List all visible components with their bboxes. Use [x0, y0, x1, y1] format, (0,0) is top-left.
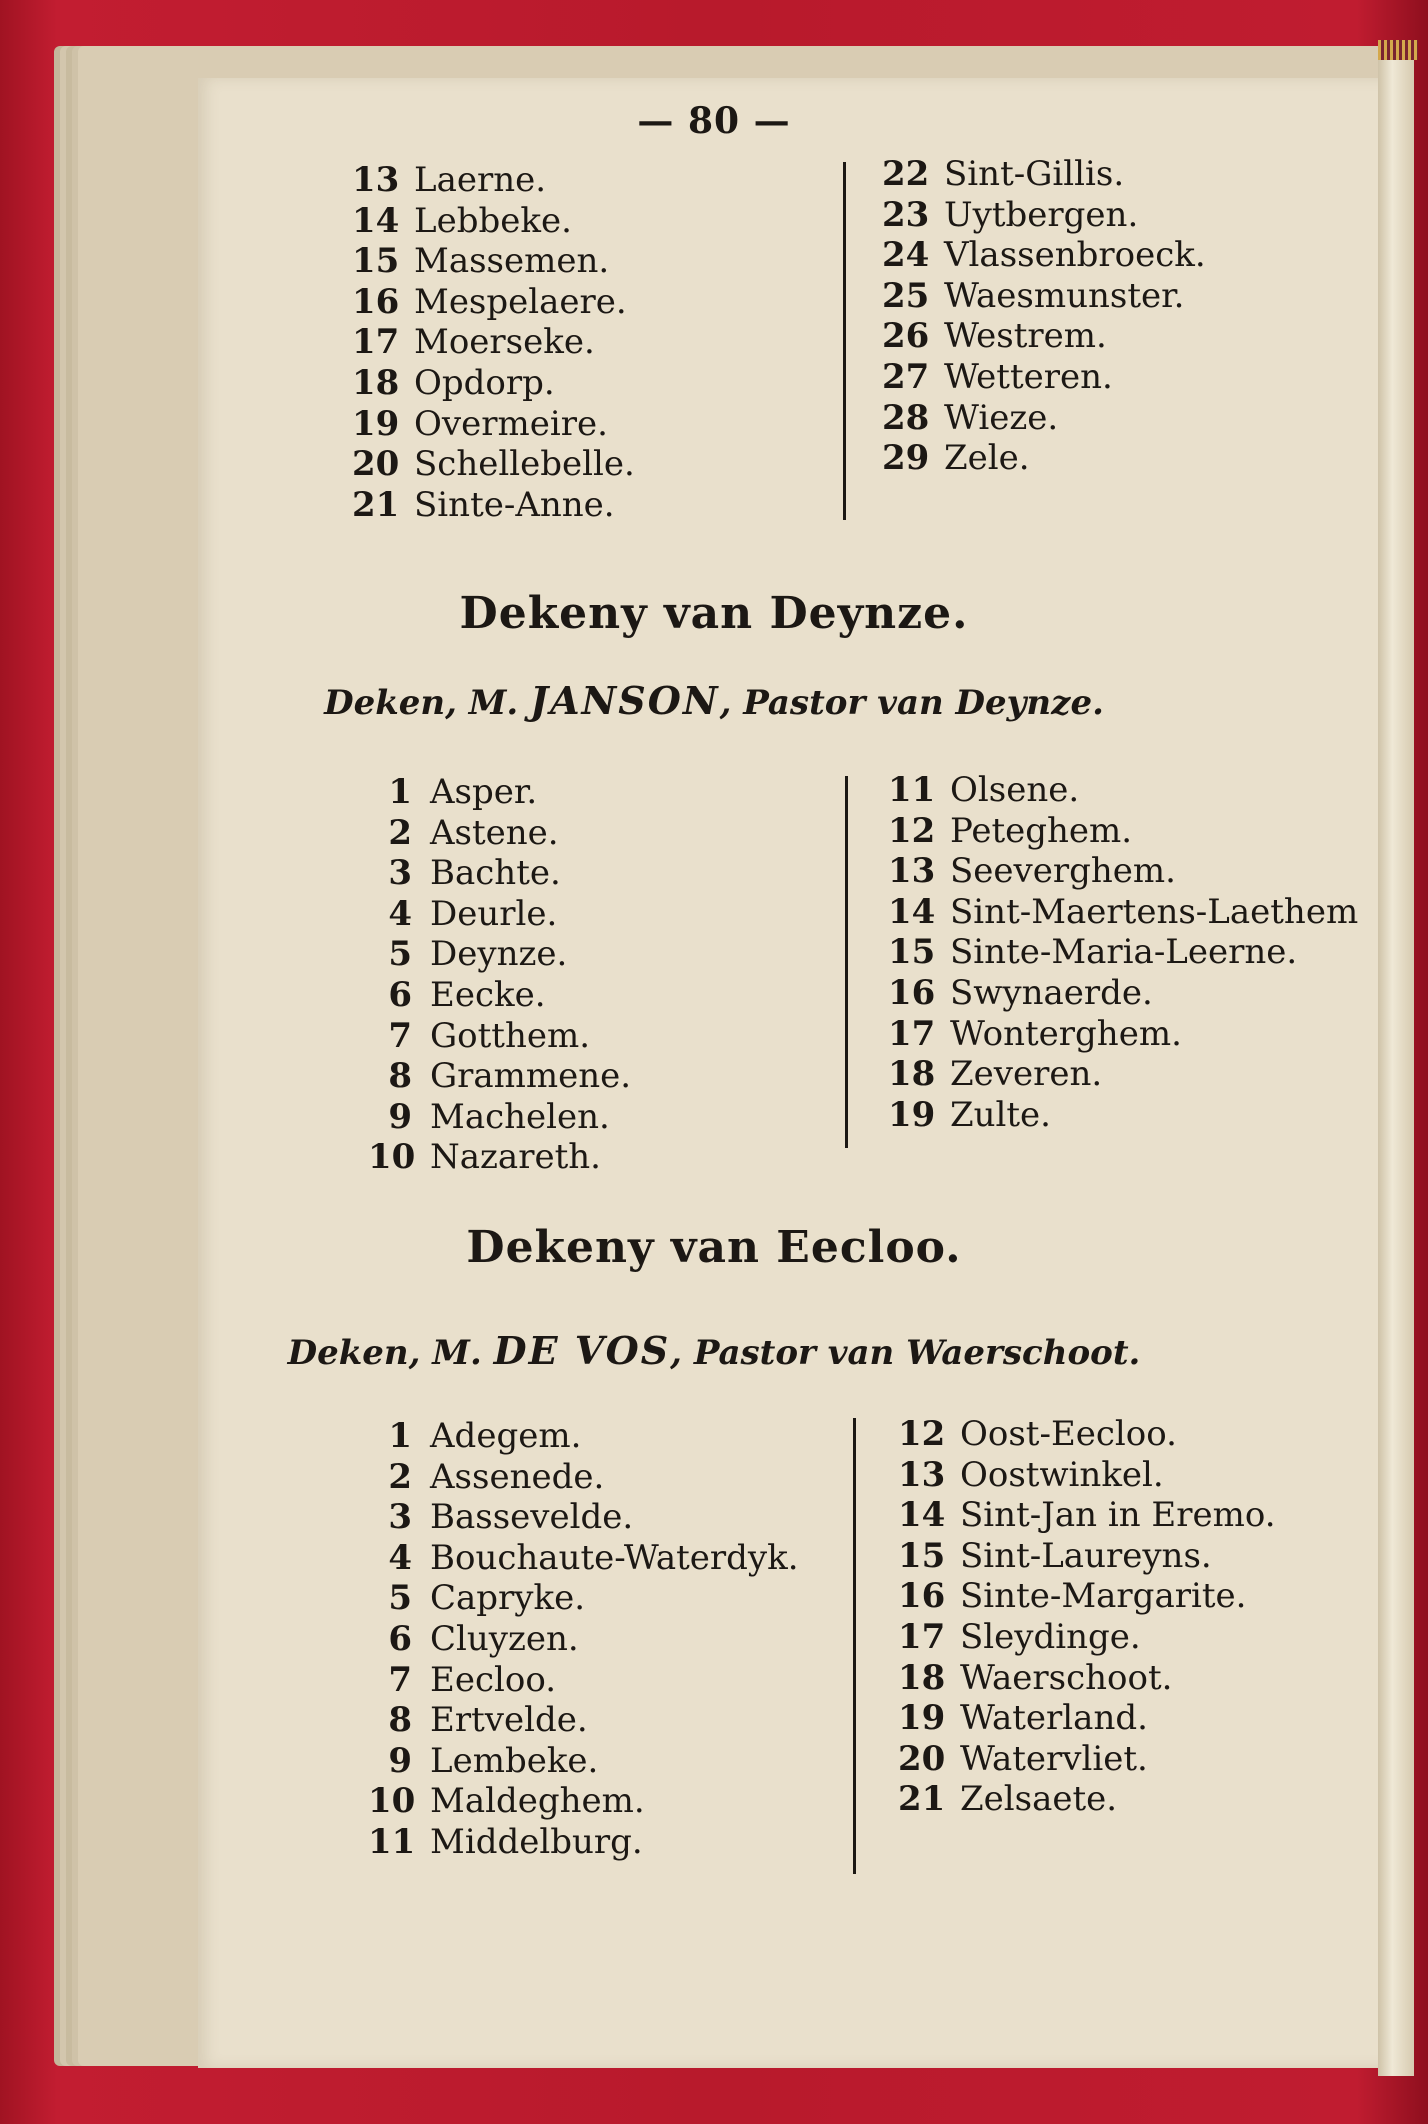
top-right-list [882, 154, 1206, 479]
list-item [888, 892, 1358, 933]
list-item [888, 1014, 1358, 1055]
deynze-dean-line [0, 678, 1428, 723]
parish-name: Cluyzen. [430, 1618, 579, 1659]
item-number: 11 [888, 770, 936, 810]
parish-name: Laerne. [414, 160, 547, 200]
item-number: 18 [888, 1054, 936, 1095]
list-item [898, 1455, 1276, 1496]
list-item [368, 1741, 799, 1782]
parish-name: Bouchaute-Waterdyk. [430, 1537, 799, 1578]
parish-name: Bachte. [430, 853, 561, 894]
item-number: 14 [352, 200, 400, 241]
parish-name: Sint-Maertens-Laethem [950, 891, 1359, 932]
list-item [368, 1781, 799, 1822]
item-number: 29 [882, 438, 930, 479]
parish-name: Deurle. [430, 893, 558, 934]
item-number: 17 [352, 322, 400, 363]
parish-name: Machelen. [430, 1096, 610, 1137]
item-number: 24 [882, 235, 930, 276]
parish-name: Waterland. [960, 1698, 1148, 1739]
parish-name: Eecke. [430, 974, 546, 1015]
item-number: 12 [898, 1414, 946, 1454]
item-number: 17 [898, 1616, 946, 1657]
list-item [898, 1414, 1276, 1455]
parish-name: Sint-Gillis. [944, 154, 1125, 194]
binding-thread [1378, 40, 1418, 60]
item-number: 9 [388, 1096, 412, 1137]
parish-name: Swynaerde. [950, 972, 1153, 1013]
list-item [352, 404, 635, 445]
list-item [898, 1576, 1276, 1617]
parish-name: Deynze. [430, 934, 568, 975]
eecloo-dean-prefix: Deken, M. [287, 1333, 494, 1373]
item-number: 16 [898, 1576, 946, 1617]
item-number: 22 [882, 154, 930, 194]
list-item [352, 444, 635, 485]
item-number: 15 [898, 1535, 946, 1576]
parish-name: Peteghem. [950, 810, 1133, 851]
item-number: 9 [388, 1740, 412, 1781]
item-number: 21 [898, 1779, 946, 1820]
list-item [888, 1054, 1358, 1095]
list-item [352, 363, 635, 404]
parish-name: Bassevelde. [430, 1497, 634, 1538]
list-item [882, 235, 1206, 276]
parish-name: Capryke. [430, 1578, 586, 1619]
item-number: 4 [388, 1537, 412, 1578]
list-item [368, 1700, 799, 1741]
parish-name: Assenede. [430, 1456, 605, 1497]
item-number: 28 [882, 397, 930, 438]
parish-name: Seeverghem. [950, 851, 1176, 892]
list-item [898, 1779, 1276, 1820]
parish-name: Opdorp. [414, 362, 555, 403]
item-number: 1 [388, 772, 412, 812]
deynze-dean-prefix: Deken, M. [324, 683, 531, 723]
eecloo-dean-name: DE VOS [493, 1328, 671, 1373]
item-number: 19 [888, 1094, 936, 1135]
parish-name: Schellebelle. [414, 444, 635, 485]
list-item [352, 322, 635, 363]
parish-name: Sleydinge. [960, 1616, 1141, 1657]
item-number: 10 [368, 1781, 416, 1822]
list-item [368, 975, 631, 1016]
eecloo-column-rule [853, 1418, 856, 1874]
item-number: 19 [352, 403, 400, 444]
list-item [882, 276, 1206, 317]
list-item [368, 853, 631, 894]
list-item [882, 316, 1206, 357]
eecloo-right-list [898, 1414, 1276, 1820]
deynze-column-rule [845, 776, 848, 1148]
item-number: 1 [388, 1416, 412, 1456]
item-number: 14 [888, 891, 936, 932]
parish-name: Maldeghem. [430, 1781, 645, 1822]
item-number: 21 [352, 484, 400, 525]
item-number: 23 [882, 194, 930, 235]
parish-name: Middelburg. [430, 1821, 643, 1862]
parish-name: Nazareth. [430, 1137, 601, 1178]
parish-name: Waesmunster. [944, 275, 1185, 316]
list-item [368, 1497, 799, 1538]
parish-name: Vlassenbroeck. [944, 235, 1206, 276]
list-item [888, 770, 1358, 811]
parish-name: Zulte. [950, 1094, 1051, 1135]
parish-name: Adegem. [430, 1416, 582, 1456]
item-number: 20 [898, 1738, 946, 1779]
item-number: 15 [352, 241, 400, 282]
list-item [352, 485, 635, 526]
list-item [368, 772, 631, 813]
list-item [898, 1698, 1276, 1739]
list-item [882, 154, 1206, 195]
parish-name: Zele. [944, 438, 1030, 479]
list-item [888, 811, 1358, 852]
item-number: 5 [388, 1578, 412, 1619]
page-number: — 80 — [637, 100, 791, 142]
parish-name: Massemen. [414, 241, 610, 282]
parish-name: Wieze. [944, 397, 1059, 438]
list-item [368, 1822, 799, 1863]
item-number: 26 [882, 316, 930, 357]
item-number: 17 [888, 1013, 936, 1054]
item-number: 13 [888, 851, 936, 892]
list-item [352, 241, 635, 282]
item-number: 6 [388, 974, 412, 1015]
parish-name: Olsene. [950, 770, 1080, 810]
list-item [368, 813, 631, 854]
list-item [368, 1137, 631, 1178]
parish-name: Mespelaere. [414, 281, 627, 322]
list-item [882, 398, 1206, 439]
deynze-left-list [368, 772, 631, 1178]
list-item [368, 1016, 631, 1057]
list-item [888, 1095, 1358, 1136]
parish-name: Grammene. [430, 1056, 632, 1097]
parish-name: Sint-Jan in Eremo. [960, 1495, 1276, 1536]
item-number: 25 [882, 275, 930, 316]
item-number: 4 [388, 893, 412, 934]
parish-name: Oostwinkel. [960, 1454, 1164, 1495]
parish-name: Overmeire. [414, 403, 608, 444]
item-number: 16 [352, 281, 400, 322]
parish-name: Watervliet. [960, 1738, 1148, 1779]
item-number: 5 [388, 934, 412, 975]
list-item [882, 195, 1206, 236]
list-item [352, 282, 635, 323]
item-number: 3 [388, 1497, 412, 1538]
list-item [352, 160, 635, 201]
deynze-dean-name: JANSON [530, 678, 720, 723]
item-number: 13 [352, 160, 400, 200]
parish-name: Sinte-Margarite. [960, 1576, 1247, 1617]
item-number: 3 [388, 853, 412, 894]
parish-name: Sint-Laureyns. [960, 1535, 1212, 1576]
item-number: 8 [388, 1700, 412, 1741]
deynze-dean-suffix: , Pastor van Deynze. [719, 683, 1104, 723]
item-number: 20 [352, 444, 400, 485]
parish-name: Wonterghem. [950, 1013, 1182, 1054]
list-item [368, 1578, 799, 1619]
item-number: 18 [352, 362, 400, 403]
parish-name: Oost-Eecloo. [960, 1414, 1177, 1454]
item-number: 15 [888, 932, 936, 973]
eecloo-dean-suffix: , Pastor van Waerschoot. [670, 1333, 1141, 1373]
list-item [368, 894, 631, 935]
parish-name: Uytbergen. [944, 194, 1139, 235]
top-left-list [352, 160, 635, 525]
list-item [898, 1536, 1276, 1577]
parish-name: Waerschoot. [960, 1657, 1173, 1698]
list-item [888, 851, 1358, 892]
parish-name: Zelsaete. [960, 1779, 1118, 1820]
parish-name: Wetteren. [944, 356, 1113, 397]
deynze-heading: Dekeny van Deynze. [459, 588, 969, 639]
item-number: 18 [898, 1657, 946, 1698]
parish-name: Lebbeke. [414, 200, 572, 241]
book-gutter [1378, 46, 1414, 2076]
eecloo-dean-line [0, 1328, 1428, 1373]
item-number: 13 [898, 1454, 946, 1495]
eecloo-heading: Dekeny van Eecloo. [466, 1222, 962, 1273]
list-item [368, 1097, 631, 1138]
parish-name: Lembeke. [430, 1740, 599, 1781]
parish-name: Sinte-Anne. [414, 484, 615, 525]
parish-name: Moerseke. [414, 322, 595, 363]
deynze-right-list [888, 770, 1358, 1135]
item-number: 7 [388, 1659, 412, 1700]
list-item [898, 1739, 1276, 1780]
list-item [368, 1457, 799, 1498]
list-item [898, 1617, 1276, 1658]
item-number: 2 [388, 1456, 412, 1497]
item-number: 2 [388, 812, 412, 853]
item-number: 8 [388, 1056, 412, 1097]
list-item [368, 1660, 799, 1701]
parish-name: Westrem. [944, 316, 1107, 357]
list-item [352, 201, 635, 242]
parish-name: Ertvelde. [430, 1700, 588, 1741]
item-number: 10 [368, 1137, 416, 1178]
parish-name: Eecloo. [430, 1659, 557, 1700]
parish-name: Astene. [430, 812, 559, 853]
parish-name: Sinte-Maria-Leerne. [950, 932, 1298, 973]
item-number: 16 [888, 972, 936, 1013]
list-item [368, 1619, 799, 1660]
list-item [368, 1538, 799, 1579]
top-column-rule [843, 162, 846, 520]
parish-name: Asper. [430, 772, 538, 812]
list-item [898, 1495, 1276, 1536]
parish-name: Gotthem. [430, 1015, 591, 1056]
item-number: 19 [898, 1698, 946, 1739]
eecloo-left-list [368, 1416, 799, 1863]
item-number: 14 [898, 1495, 946, 1536]
item-number: 12 [888, 810, 936, 851]
item-number: 11 [368, 1821, 416, 1862]
list-item [888, 932, 1358, 973]
item-number: 7 [388, 1015, 412, 1056]
list-item [882, 438, 1206, 479]
list-item [368, 1416, 799, 1457]
parish-name: Zeveren. [950, 1054, 1103, 1095]
item-number: 6 [388, 1618, 412, 1659]
list-item [898, 1658, 1276, 1699]
item-number: 27 [882, 356, 930, 397]
list-item [882, 357, 1206, 398]
list-item [888, 973, 1358, 1014]
list-item [368, 934, 631, 975]
list-item [368, 1056, 631, 1097]
